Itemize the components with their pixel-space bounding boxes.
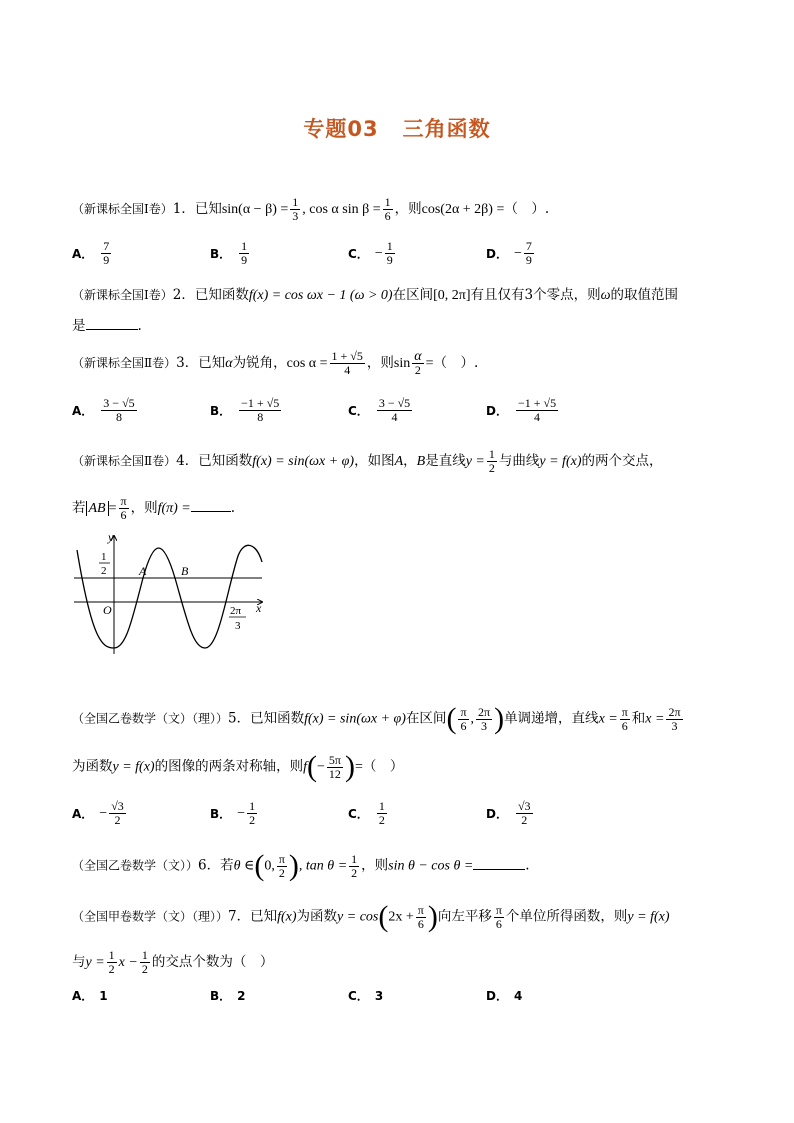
q5-num: 5．: [228, 710, 251, 727]
q4-num: 4．: [176, 453, 199, 469]
q1-text: （ ）.: [504, 201, 550, 217]
q1-option-a[interactable]: A． $\frac{7}{9}$: [72, 239, 110, 267]
q6-frac: $\frac{1}{2}$: [351, 851, 358, 880]
q7-source: （全国甲卷数学（文）（理））: [72, 909, 229, 924]
q6-expr: sin θ − cos θ =: [388, 858, 474, 874]
q5-expr: x =: [598, 711, 618, 727]
q7-text: 已知: [250, 908, 278, 925]
q4-text: 与曲线: [498, 453, 540, 469]
title-right: 三角函数: [402, 117, 491, 141]
q6-source: （全国乙卷数学（文））: [72, 858, 199, 873]
y-axis-label: y: [108, 530, 114, 544]
q7-option-b[interactable]: B． 2: [210, 988, 246, 1003]
q2-text: 有且仅有3个零点，则: [470, 287, 601, 303]
q5-option-b[interactable]: B． − $\frac{1}{2}$: [210, 799, 256, 827]
q3-text: （ ）.: [433, 355, 479, 371]
question-3: [72, 350, 732, 377]
q3-expr: =: [425, 356, 434, 371]
q5-text: 已知函数: [250, 710, 305, 727]
tick-numerator: 2π: [230, 605, 242, 617]
q7-text: 向左平移: [437, 908, 492, 925]
q1-expr: , cos α sin β =: [302, 202, 381, 217]
q1-option-d[interactable]: D． − $\frac{7}{9}$: [486, 239, 532, 267]
q3-expr: sin: [393, 356, 411, 371]
q3-option-b[interactable]: B． $\frac{-1 + √5}{8}$: [210, 396, 280, 424]
q7-text: 个单位所得函数，则: [505, 908, 628, 925]
q4-text: 是直线: [425, 453, 466, 469]
q2-num: 2．: [172, 287, 195, 303]
q2-text: 在区间: [392, 287, 434, 303]
q6-frac-pi: $\frac{\pi}{2}$: [278, 851, 285, 880]
q4-expr: AB: [86, 501, 109, 516]
q5-axis-2: $\frac{2\pi}{3}$: [668, 704, 681, 733]
q6-text: 若: [220, 857, 234, 874]
origin-label: O: [103, 603, 112, 617]
q6-expr: θ ∈: [233, 858, 255, 874]
page-title: [0, 113, 794, 143]
q2-expr: f(x) = cos ωx − 1 (ω > 0): [248, 288, 393, 303]
q7-frac-a: $\frac{1}{2}$: [108, 948, 115, 976]
q1-expr: sin(α − β) =: [221, 202, 289, 217]
q2-text: 是: [72, 318, 86, 334]
point-a-label: A: [139, 564, 147, 578]
q3-num: 3．: [176, 355, 199, 371]
q4-text: 已知函数: [198, 453, 253, 469]
q4-expr: y =: [465, 454, 485, 469]
q5-option-c[interactable]: C． $\frac{1}{2}$: [348, 799, 385, 827]
q4-frac-2: $\frac{\pi}{6}$: [120, 494, 127, 522]
q1-frac-2: $\frac{1}{6}$: [384, 195, 391, 223]
q2-text: 的取值范围: [610, 287, 678, 303]
q2-text: .: [137, 318, 142, 334]
q1-option-c[interactable]: C． − $\frac{1}{9}$: [348, 239, 393, 267]
q2-expr: [0, 2π]: [433, 288, 471, 303]
q3-frac: $\frac{1 + √5}{4}$: [331, 349, 363, 377]
q5-text: （ ）: [362, 758, 404, 775]
q2-answer-blank[interactable]: [86, 315, 138, 330]
q4-expr: f(x) = sin(ωx + φ): [252, 454, 355, 469]
q3-expr: cos α =: [286, 356, 328, 371]
q7-option-a[interactable]: A． 1: [72, 988, 108, 1003]
q4-answer-blank[interactable]: [191, 497, 231, 512]
tick-denominator: 3: [235, 620, 241, 632]
q3-text: 已知: [198, 355, 226, 371]
q7-frac-shift: $\frac{\pi}{6}$: [495, 902, 502, 931]
q4-text: ，如图: [354, 453, 395, 469]
question-2-line-2: [72, 315, 732, 336]
q5-expr: f(x) = sin(ωx + φ): [304, 711, 406, 727]
q4-expr: f(π) =: [157, 501, 191, 516]
q3-text: ，则: [366, 355, 394, 371]
half-denominator: 2: [101, 565, 107, 577]
q1-frac-1: $\frac{1}{3}$: [292, 195, 299, 223]
q5-axis-1: $\frac{\pi}{6}$: [621, 704, 628, 733]
q6-text: ，则: [361, 857, 389, 874]
question-7: （全国甲卷数学（文）（理））7．已知f(x)为函数y = cos(2x + $\frac{\pi}{6}$ )向左平移 $\frac{\pi}{6}$ 个单位所得函数，则y = f(x): [72, 900, 670, 933]
q6-expr: 0,: [264, 858, 275, 874]
question-2: [72, 285, 732, 306]
q7-expr: x −: [118, 955, 138, 970]
q3-option-d[interactable]: D． $\frac{-1 + √5}{4}$: [486, 396, 557, 424]
point-b-label: B: [181, 564, 189, 578]
q5-text: 单调递增，直线: [504, 710, 599, 727]
q3-text: 为锐角，: [232, 355, 287, 371]
question-5: （全国乙卷数学（文）（理））5．已知函数f(x) = sin(ωx + φ)在区间( $\frac{\pi}{6}$ , $\frac{2\pi}{3}$ )单调递增，直线x = $\frac{\pi}{6}$ 和x = $\frac{2\pi}{3}$: [72, 702, 681, 735]
q5-text: 为函数: [72, 758, 113, 775]
q1-expr: cos(2α + 2β) =: [421, 202, 505, 217]
sine-graph: [70, 530, 270, 660]
q7-expr: f(x): [277, 909, 297, 925]
q7-frac-phase: $\frac{\pi}{6}$: [417, 902, 424, 931]
x-axis-label: x: [256, 601, 262, 615]
q6-num: 6．: [198, 857, 221, 874]
question-6: （全国乙卷数学（文））6．若θ ∈(0, $\frac{\pi}{2}$ ), tan θ = $\frac{1}{2}$ ，则sin θ − cos θ = .: [72, 849, 530, 882]
q5-text: 和: [631, 710, 646, 727]
q5-expr: f: [303, 759, 307, 775]
question-5-line-2: 为函数y = f(x)的图像的两条对称轴，则f(− $\frac{5\pi}{12}$ )=（ ）: [72, 750, 404, 783]
q5-option-a[interactable]: A． − $\frac{√3}{2}$: [72, 799, 124, 827]
title-left: 专题03: [303, 117, 379, 141]
q3-expr: α: [225, 356, 233, 371]
q3-frac-2: $\frac{\alpha}{2}$: [414, 349, 422, 377]
q7-text: 的交点个数为（ ）: [151, 954, 274, 970]
q5-expr: =: [354, 759, 363, 775]
q2-text: 已知函数: [194, 287, 249, 303]
q4-frac: $\frac{1}{2}$: [488, 447, 495, 475]
q4-expr: B: [416, 454, 426, 469]
q1-text: ，则: [394, 201, 422, 217]
q7-expr: y = f(x): [627, 909, 670, 925]
q4-text: 的两个交点，: [581, 453, 663, 469]
q1-source: （新课标全国Ⅰ卷）: [72, 202, 173, 216]
q1-text: 已知: [194, 201, 222, 217]
q5-interval-start: $\frac{\pi}{6}$: [460, 704, 467, 733]
q6-text: .: [525, 857, 530, 874]
q6-answer-blank[interactable]: [473, 855, 525, 870]
q4-text: ，: [403, 453, 417, 469]
q3-option-c[interactable]: C． $\frac{3 - √5}{4}$: [348, 396, 411, 424]
q5-expr: y = f(x): [112, 759, 155, 775]
q7-text: 为函数: [296, 908, 338, 925]
q3-option-a[interactable]: A． $\frac{3 - √5}{8}$: [72, 396, 135, 424]
q4-expr: =: [108, 501, 117, 516]
question-4-line-2: [72, 495, 732, 522]
q4-source: （新课标全国Ⅱ卷）: [72, 454, 177, 468]
q7-text: 与: [72, 954, 86, 970]
q7-expr: 2x +: [388, 909, 414, 925]
q3-source: （新课标全国Ⅱ卷）: [72, 356, 177, 370]
q5-option-d[interactable]: D． $\frac{√3}{2}$: [486, 799, 531, 827]
q7-expr: y =: [85, 955, 105, 970]
q2-source: （新课标全国Ⅰ卷）: [72, 288, 173, 302]
q7-num: 7．: [228, 908, 251, 925]
q2-expr: ω: [600, 288, 611, 303]
q5-source: （全国乙卷数学（文）（理））: [72, 711, 229, 726]
q7-frac-b: $\frac{1}{2}$: [141, 948, 148, 976]
q4-text: ，则: [130, 500, 158, 516]
q6-expr: , tan θ =: [298, 858, 348, 874]
q7-expr: y = cos: [337, 909, 379, 925]
q5-interval-end: $\frac{2\pi}{3}$: [478, 704, 491, 733]
question-7-line-2: [72, 949, 732, 976]
q7-option-c[interactable]: C． 3: [348, 988, 384, 1003]
q5-text: 在区间: [405, 710, 447, 727]
half-numerator: 1: [101, 551, 107, 563]
q7-option-d[interactable]: D． 4: [486, 988, 523, 1003]
question-4: [72, 448, 732, 475]
q4-expr: y = f(x): [539, 454, 582, 469]
q4-text: .: [230, 500, 236, 516]
question-1: [72, 196, 732, 223]
q1-num: 1．: [172, 201, 195, 217]
q4-text: 若: [72, 500, 86, 516]
q5-arg: $\frac{5\pi}{12}$: [328, 752, 341, 781]
q4-expr: A: [394, 454, 404, 469]
q5-expr: x =: [645, 711, 665, 727]
q1-option-b[interactable]: B． $\frac{1}{9}$: [210, 239, 248, 267]
q5-text: 的图像的两条对称轴，则: [154, 758, 304, 775]
